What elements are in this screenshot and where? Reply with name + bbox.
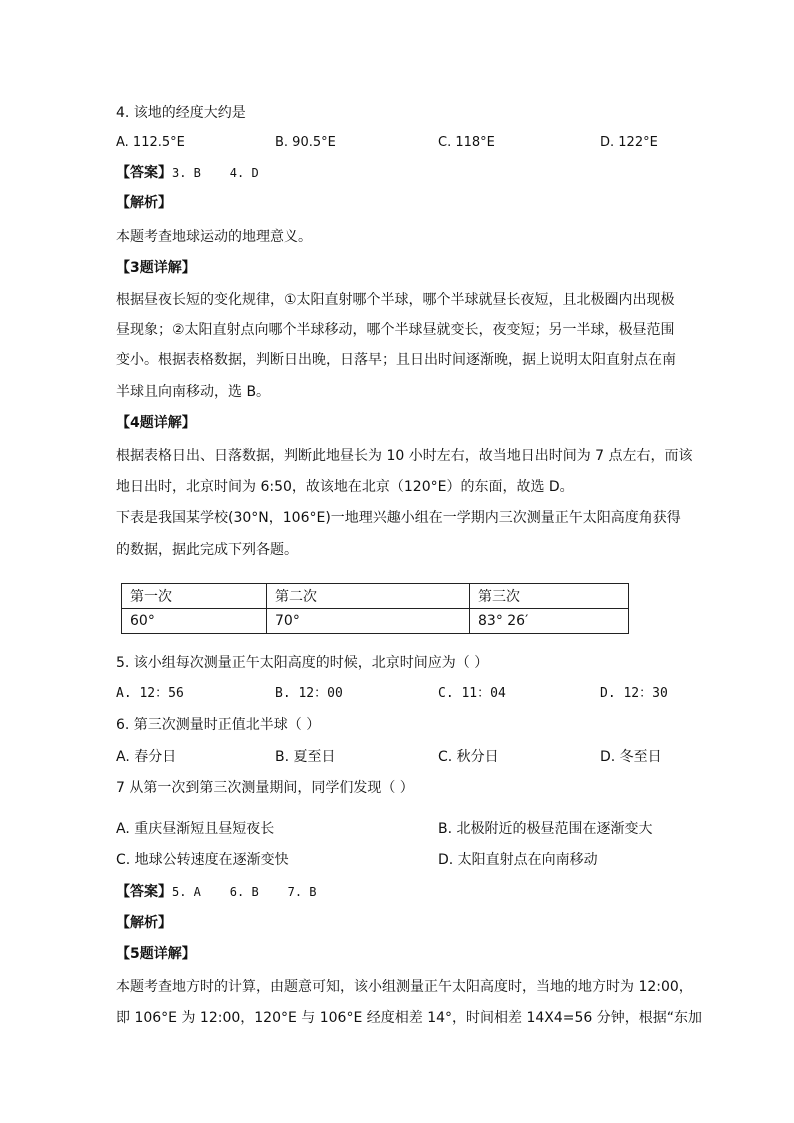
q5-option-a: A. 12：56 <box>116 686 184 701</box>
q4-option-c: C. 118°E <box>438 135 495 150</box>
q5-option-c: C. 11：04 <box>438 686 506 701</box>
detail-4-label: 【4题详解】 <box>116 415 196 431</box>
q7-option-d: D. 太阳直射点在向南移动 <box>438 852 598 868</box>
detail-4-line: 地日出时，北京时间为 6:50，故该地在北京（120°E）的东面，故选 D。 <box>116 479 574 495</box>
q5-option-d: D. 12：30 <box>600 686 668 701</box>
question-6-stem: 6. 第三次测量时正值北半球（ ） <box>116 717 321 733</box>
analysis-text: 本题考查地球运动的地理意义。 <box>116 229 312 245</box>
table-header-cell: 第一次 <box>122 584 267 609</box>
analysis-label: 【解析】 <box>116 195 172 211</box>
detail-5-line: 本题考查地方时的计算，由题意可知，该小组测量正午太阳高度时，当地的地方时为 12:00， <box>116 979 693 995</box>
q4-option-b: B. 90.5°E <box>275 135 336 150</box>
answer-text: 3. B 4. D <box>172 166 259 180</box>
question-5-stem: 5. 该小组每次测量正午太阳高度的时候，北京时间应为（ ） <box>116 655 489 671</box>
table-cell: 70° <box>267 609 470 634</box>
detail-3-line: 变小。根据表格数据，判断日出晚，日落早；且日出时间逐渐晚，据上说明太阳直射点在南 <box>116 352 676 368</box>
q7-option-a: A. 重庆昼渐短且昼短夜长 <box>116 821 275 837</box>
intro-line: 下表是我国某学校(30°N，106°E)一地理兴趣小组在一学期内三次测量正午太阳高度角获得 <box>116 510 681 526</box>
q7-option-c: C. 地球公转速度在逐渐变快 <box>116 852 289 868</box>
detail-3-label: 【3题详解】 <box>116 260 196 276</box>
answer-label: 【答案】 <box>116 884 172 900</box>
question-4-stem: 4. 该地的经度大约是 <box>116 105 246 121</box>
q6-option-d: D. 冬至日 <box>600 749 662 765</box>
detail-3-line: 根据昼夜长短的变化规律，①太阳直射哪个半球，哪个半球就昼长夜短，且北极圈内出现极 <box>116 292 675 308</box>
q4-option-a: A. 112.5°E <box>116 135 185 150</box>
table-header-cell: 第三次 <box>470 584 629 609</box>
detail-5-label: 【5题详解】 <box>116 946 196 962</box>
intro-line: 的数据，据此完成下列各题。 <box>116 542 298 558</box>
detail-4-line: 根据表格日出、日落数据，判断此地昼长为 10 小时左右，故当地日出时间为 7 点左右，而该 <box>116 448 693 464</box>
table-header-cell: 第二次 <box>267 584 470 609</box>
question-7-stem: 7 从第一次到第三次测量期间，同学们发现（ ） <box>116 780 414 796</box>
table-row <box>122 609 629 634</box>
table-cell: 60° <box>122 609 267 634</box>
answer-text: 5. A 6. B 7. B <box>172 885 317 899</box>
answer-block-2 <box>116 882 317 902</box>
table-cell: 83° 26′ <box>470 609 629 634</box>
q5-option-b: B. 12：00 <box>275 686 343 701</box>
q6-option-c: C. 秋分日 <box>438 749 499 765</box>
detail-3-line: 半球且向南移动，选 B。 <box>116 384 271 400</box>
analysis-label: 【解析】 <box>116 915 172 931</box>
table-header-row <box>122 584 629 609</box>
q6-option-a: A. 春分日 <box>116 749 177 765</box>
detail-5-line: 即 106°E 为 12:00，120°E 与 106°E 经度相差 14°，时间相差 14X4=56 分钟，根据“东加 <box>116 1010 703 1026</box>
q6-option-b: B. 夏至日 <box>275 749 336 765</box>
answer-block-1 <box>116 163 259 183</box>
detail-3-line: 昼现象；②太阳直射点向哪个半球移动，哪个半球昼就变长，夜变短；另一半球，极昼范围 <box>116 322 675 338</box>
measurement-table <box>121 583 629 634</box>
q7-option-b: B. 北极附近的极昼范围在逐渐变大 <box>438 821 653 837</box>
answer-label: 【答案】 <box>116 165 172 181</box>
q4-option-d: D. 122°E <box>600 135 658 150</box>
